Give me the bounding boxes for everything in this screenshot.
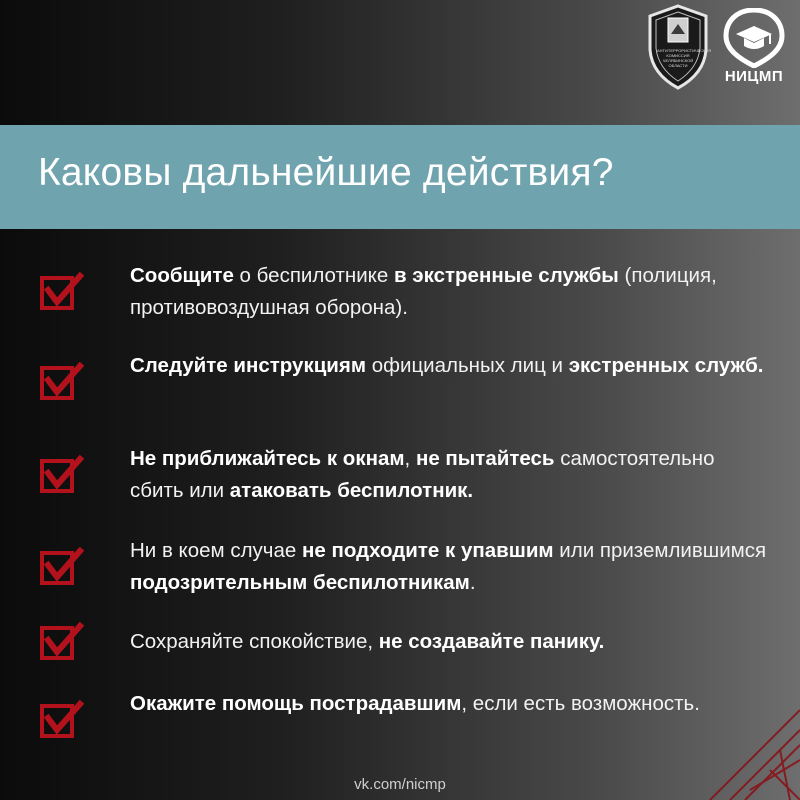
plain-text: Ни в коем случае [130,539,302,562]
org-label: НИЦМП [724,68,784,85]
emphasis-text: Следуйте инструкциям [130,354,367,377]
emphasis-text: подозрительным беспилотникам [130,571,470,594]
plain-text: Сохраняйте спокойствие, [130,630,379,653]
emphasis-text: не подходите к упавшим [301,539,554,562]
checkbox-checked-icon [40,622,84,662]
plain-text: . [469,571,476,594]
item-text [130,535,770,599]
item-text [130,350,770,382]
checkbox-checked-icon [40,362,84,402]
footer-link[interactable]: vk.com/nicmp [354,776,446,793]
checkbox-checked-icon [40,455,84,495]
emphasis-text: Сообщите [130,264,234,287]
checkbox-checked-icon [40,547,84,587]
plain-text: официальных лиц и [366,354,569,377]
plain-text: самостоятельно сбить или [130,447,715,502]
plain-text: (полиция, противовоздушная оборона). [130,264,717,319]
emphasis-text: в экстренные службы [393,264,619,287]
page-title: Каковы дальнейшие действия? [38,151,614,194]
title-banner [0,125,800,229]
graduation-cap-pin-icon [720,8,788,68]
plain-text: , [404,447,416,470]
item-text [130,443,770,507]
checkbox-checked-icon [40,700,84,740]
item-text [130,260,770,324]
emphasis-text: экстренных служб. [568,354,764,377]
plain-text: , если есть возможность. [461,692,700,715]
emphasis-text: не создавайте панику. [378,630,605,653]
emphasis-text: не пытайтесь [415,447,555,470]
logos [646,4,796,96]
checkbox-checked-icon [40,272,84,312]
emphasis-text: Окажите помощь пострадавшим [130,692,462,715]
shield-emblem-icon [646,4,710,90]
plain-text: или приземлившимся [553,539,767,562]
emphasis-text: Не приближайтесь к окнам [130,447,405,470]
emphasis-text: атаковать беспилотник. [229,479,474,502]
shield-caption: АНТИТЕРРОРИСТИЧЕСКАЯ КОМИССИЯ ЧЕЛЯБИНСКОЙ ОБЛАСТИ [657,48,712,68]
plain-text: о беспилотнике [233,264,394,287]
